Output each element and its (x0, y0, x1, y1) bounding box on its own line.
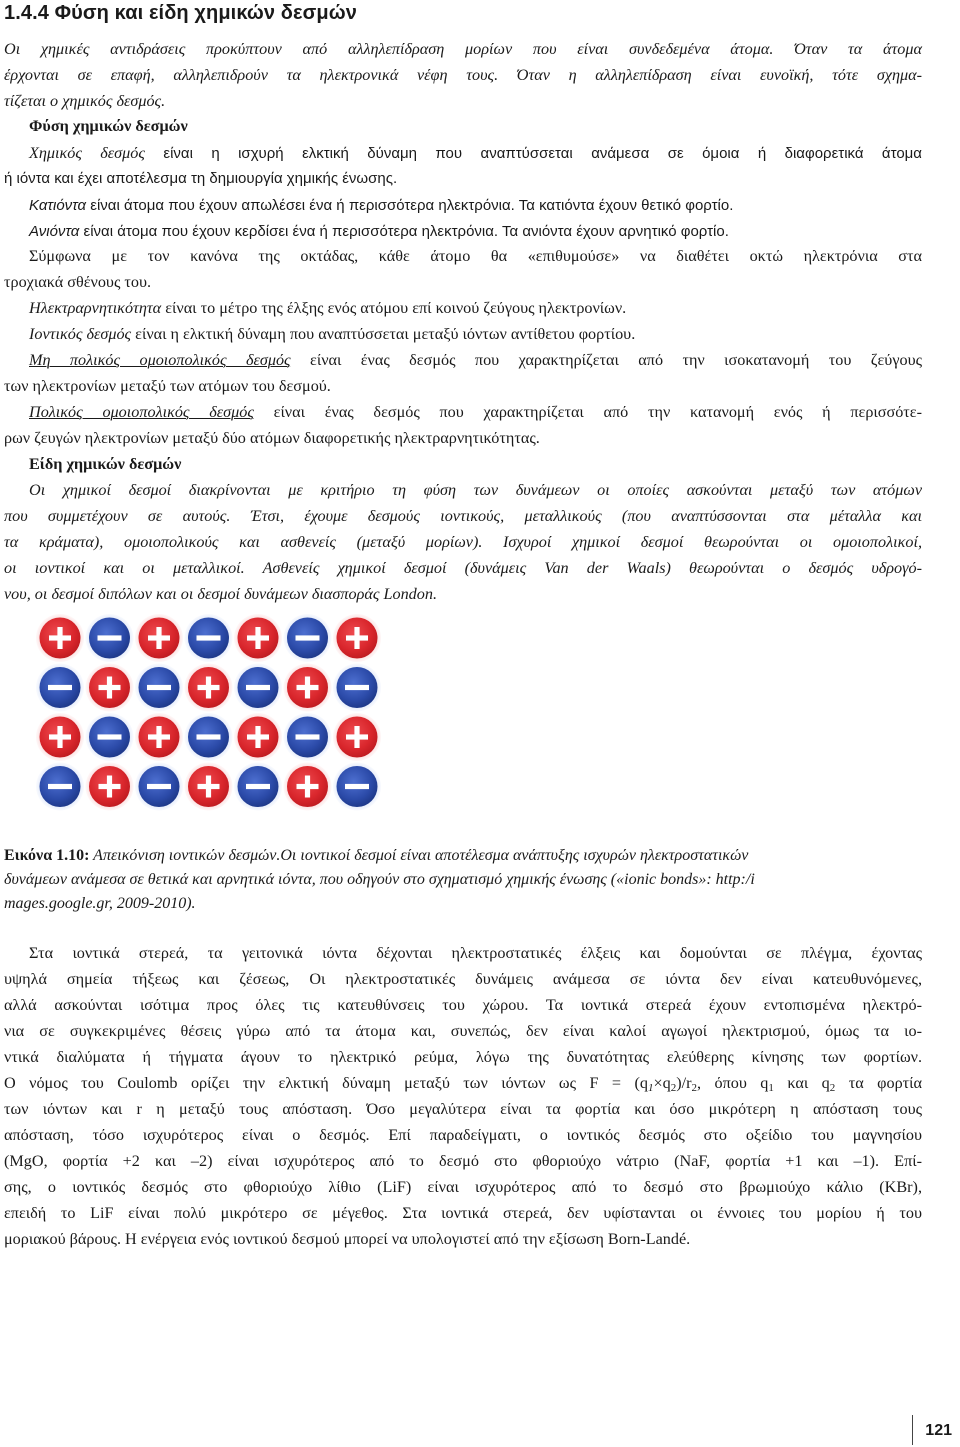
nonpolar-line-2: των ηλεκτρονίων μεταξύ των ατόμων του δεσμού. (4, 377, 331, 395)
electronegativity-line (4, 295, 922, 321)
minus-sign (246, 685, 270, 690)
solids-rest-line-3: (MgO, φορτία +2 και –2) είναι ισχυρότερος από το δεσμό στο φθοριούχο νάτριο (NaF, φορτία +1 και –1). Επί- (4, 1152, 922, 1170)
minus-sign (345, 685, 369, 690)
anion-ion (333, 664, 381, 712)
page-number-rule (912, 1415, 913, 1445)
anion-ion (234, 664, 282, 712)
plus-sign (255, 726, 260, 748)
figure-caption (4, 844, 922, 916)
anion-ion (284, 614, 332, 662)
minus-sign (296, 734, 320, 739)
caption-line-3: mages.google.gr, 2009-2010). (4, 895, 196, 912)
plus-sign (107, 776, 112, 798)
cations-text: είναι άτομα που έχουν απωλέσει ένα ή περισσότερα ηλεκτρόνια. Τα κατιόντα έχουν θετικό φορτίο. (86, 197, 734, 214)
nature-title: Φύση χημικών δεσμών (29, 117, 188, 135)
plus-sign (206, 677, 211, 699)
solids-rest-line-2: απόσταση, τόσο ισχυρότερος είναι ο δεσμός. Επί παραδείγματι, ο ιοντικός δεσμός στο οξείδιο του μαγνησίου (4, 1126, 922, 1144)
term-anions: Ανιόντα (29, 223, 80, 240)
anion-ion (284, 713, 332, 761)
minus-sign (345, 784, 369, 789)
cation-ion (86, 763, 134, 811)
definition-text: είναι η ισχυρή ελκτική δύναμη που αναπτύσσεται ανάμεσα σε όμοια ή διαφορετικά άτομα (144, 145, 922, 162)
intro-line-3: τίζεται ο χημικός δεσμός. (4, 92, 166, 110)
solids-rest-line-4: σης, ο ιοντικός δεσμός στο φθοριούχο λίθιο (LiF) είναι ισχυρότερος από το δεσμό στο βρωμιούχο κάλιο (KBr), (4, 1178, 922, 1196)
polar-text: είναι ένας δεσμός που χαρακτηρίζεται από την κατανομή ενός ή περισσότε- (253, 403, 922, 421)
minus-sign (147, 685, 171, 690)
plus-sign (255, 627, 260, 649)
solids-rest-line-1: των ιόντων και r η μεταξύ τους απόσταση. Όσο μεγαλύτερα είναι τα φορτία και όσο μικρότερη η απόσταση τους (4, 1100, 922, 1118)
cation-ion (185, 664, 233, 712)
plus-sign (354, 627, 359, 649)
solids-last-line: μοριακού βάρους. Η ενέργεια ενός ιοντικού δεσμού μπορεί να υπολογιστεί από την εξίσωση Born-Landé. (4, 1230, 691, 1248)
cation-ion (234, 614, 282, 662)
plus-sign (156, 627, 161, 649)
minus-sign (296, 635, 320, 640)
octet-line-1: Σύμφωνα με τον κανόνα της οκτάδας, κάθε άτομο θα «επιθυμούσε» να διαθέτει οκτώ ηλεκτρόνια στα (29, 247, 922, 265)
cation-ion (135, 713, 183, 761)
intro-line-1: Οι χημικές αντιδράσεις προκύπτουν από αλληλεπίδραση μορίων που είναι συνδεδεμένα άτομα. Όταν τα άτομα (4, 40, 922, 58)
types-title: Είδη χημικών δεσμών (29, 455, 182, 473)
plus-sign (57, 627, 62, 649)
minus-sign (48, 784, 72, 789)
figure-text-1: Οι ιοντικοί δεσμοί είναι αποτέλεσμα ανάπτυξης ισχυρών ηλεκτροστατικών (280, 847, 749, 864)
cation-ion (86, 664, 134, 712)
plus-sign (156, 726, 161, 748)
solids-line-5: ντικά διαλύματα ή τήγματα άγουν το ηλεκτρικό ρεύμα, λόγω της δυνατότητας ελεύθερης κίνησης των φορτίων. (4, 1048, 922, 1066)
minus-sign (197, 635, 221, 640)
plus-sign (107, 677, 112, 699)
solids-line-3: αλλά ασκούνται ισότιμα προς όλες τις κατευθύνσεις του χώρου. Τα ιοντικά στερεά έχουν εντοπισμένα ηλεκτρό- (4, 996, 922, 1014)
octet-line-2: τροχιακά σθένους του. (4, 273, 152, 291)
solids-line-1: Στα ιοντικά στερεά, τα γειτονικά ιόντα δέχονται ηλεκτροστατικές έλξεις και δομούνται σε πλέγμα, έχοντας (29, 944, 922, 962)
ionic-bond-line (4, 321, 922, 347)
polar-line-2: ρων ζευγών ηλεκτρονίων μεταξύ δύο ατόμων διαφορετικής ηλεκτραρνητικότητας. (4, 429, 540, 447)
term-cations: Κατιόντα (29, 197, 87, 214)
sub-3: 2 (691, 1082, 697, 1094)
cation-ion (333, 713, 381, 761)
cation-ion (234, 713, 282, 761)
ionic-bond-text: είναι η ελκτική δύναμη που αναπτύσσεται μεταξύ ιόντων αντίθετου φορτίου. (131, 325, 636, 343)
anion-ion (86, 614, 134, 662)
bond-definition-line-1 (4, 140, 922, 167)
coulomb-part-b: ×q (653, 1074, 671, 1092)
plus-sign (305, 677, 310, 699)
sub-4: 1 (768, 1082, 774, 1094)
minus-sign (48, 685, 72, 690)
plus-sign (206, 776, 211, 798)
cations-line (4, 192, 922, 219)
anions-line (4, 218, 922, 245)
term-ionic-bond: Ιοντικός δεσμός (29, 325, 132, 343)
solids-line-4: νια σε συγκεκριμένες θέσεις γύρω από τα άτομα και, συνεπώς, δεν είναι καλοί αγωγοί ηλεκτρισμού, όμως τα ιο- (4, 1022, 922, 1040)
coulomb-part-e: και q (773, 1074, 830, 1092)
anion-ion (135, 664, 183, 712)
coulomb-part-a: Ο νόμος του Coulomb ορίζει την ελκτική δύναμη μεταξύ των ιόντων ως F = (q (4, 1074, 648, 1092)
anion-ion (36, 763, 84, 811)
cation-ion (135, 614, 183, 662)
electronegativity-text: είναι το μέτρο της έλξης ενός ατόμου επί κοινού ζεύγους ηλεκτρονίων. (161, 299, 627, 317)
cation-ion (36, 614, 84, 662)
anions-text: είναι άτομα που έχουν κερδίσει ένα ή περισσότερα ηλεκτρόνια. Τα ανιόντα έχουν αρνητικό φορτίο. (79, 223, 729, 240)
ionic-lattice-figure (36, 614, 386, 814)
figure-label: Εικόνα 1.10: (4, 847, 90, 864)
nonpolar-line-1 (4, 347, 922, 373)
coulomb-part-c: )/r (676, 1074, 692, 1092)
anion-ion (86, 713, 134, 761)
types-line-4: οι ιοντικοί και οι μεταλλικοί. Ασθενείς χημικοί δεσμοί (δυνάμεις Van der Waals) θεωρούνται ο δεσμός υδρογό- (4, 559, 922, 577)
caption-line-2: δυνάμεων ανάμεσα σε θετικά και αρνητικά ιόντα, που οδηγούν στο σχηματισμό χημικής ένωσης («ionic bonds»: http:/i (4, 871, 755, 888)
figure-title: Απεικόνιση ιοντικών δεσμών. (89, 847, 281, 864)
plus-sign (305, 776, 310, 798)
term-electronegativity: Ηλεκτραρνητικότητα (29, 299, 162, 317)
coulomb-part-f: τα φορτία (835, 1074, 923, 1092)
anion-ion (234, 763, 282, 811)
types-line-3: τα κράματα), ομοιοπολικούς και ασθενείς (μεταξύ μορίων). Ισχυροί χημικοί δεσμοί θεωρούνται οι ομοιοπολικοί, (4, 533, 922, 551)
minus-sign (246, 784, 270, 789)
term-nonpolar-covalent: Μη πολικός ομοιοπολικός δεσμός (29, 351, 291, 369)
plus-sign (354, 726, 359, 748)
intro-line-2: έρχονται σε επαφή, αλληλεπιδρούν τα ηλεκτρονικά νέφη τους. Όταν η αλληλεπίδραση είναι ευνοϊκή, τότε σχημα- (4, 66, 922, 84)
minus-sign (197, 734, 221, 739)
cation-ion (284, 763, 332, 811)
minus-sign (98, 635, 122, 640)
minus-sign (98, 734, 122, 739)
anion-ion (333, 763, 381, 811)
term-polar-covalent: Πολικός ομοιοπολικός δεσμός (29, 403, 254, 421)
term-chemical-bond: Χημικός δεσμός (29, 144, 145, 162)
cation-ion (284, 664, 332, 712)
anion-ion (185, 614, 233, 662)
minus-sign (147, 784, 171, 789)
types-line-5: νου, οι δεσμοί διπόλων και οι δεσμοί δυνάμεων διασποράς London. (4, 585, 437, 603)
anion-ion (135, 763, 183, 811)
page-number: 121 (925, 1422, 952, 1439)
solids-line-2: υψηλά σημεία τήξεως και ζέσεως, Οι ηλεκτροστατικές δυνάμεις ανάμεσα σε ιόντα δεν είναι κατευθυνόμενες, (4, 970, 922, 988)
caption-line-1 (4, 844, 922, 868)
anion-ion (185, 713, 233, 761)
bond-definition-line-2: ή ιόντα και έχει αποτέλεσμα τη δημιουργία χημικής ένωσης. (4, 170, 398, 187)
coulomb-part-d: , όπου q (696, 1074, 769, 1092)
anion-ion (36, 664, 84, 712)
nonpolar-text: είναι ένας δεσμός που χαρακτηρίζεται από την ισοκατανομή του ζεύγους (290, 351, 922, 369)
types-line-2: που συμμετέχουν σε αυτούς. Έτσι, έχουμε δεσμούς ιοντικούς, μεταλλικούς (που αναπτύσσονται στα μέταλλα και (4, 507, 922, 525)
solids-rest-line-5: επειδή το LiF είναι πολύ μικρότερο σε μέγεθος. Στα ιοντικά στερεά, δεν υφίστανται οι έννοιες του μορίου ή του (4, 1204, 922, 1222)
sub-2: 2 (670, 1082, 677, 1094)
types-line-1: Οι χημικοί δεσμοί διακρίνονται με κριτήριο τη φύση των δυνάμεων οι οποίες ασκούνται μεταξύ των ατόμων (29, 481, 922, 499)
cation-ion (333, 614, 381, 662)
polar-line-1 (4, 399, 922, 425)
section-title: 1.4.4 Φύση και είδη χημικών δεσμών (4, 2, 357, 24)
sub-5: 2 (829, 1082, 836, 1094)
sub-1: 1 (647, 1082, 654, 1094)
cation-ion (185, 763, 233, 811)
cation-ion (36, 713, 84, 761)
plus-sign (57, 726, 62, 748)
